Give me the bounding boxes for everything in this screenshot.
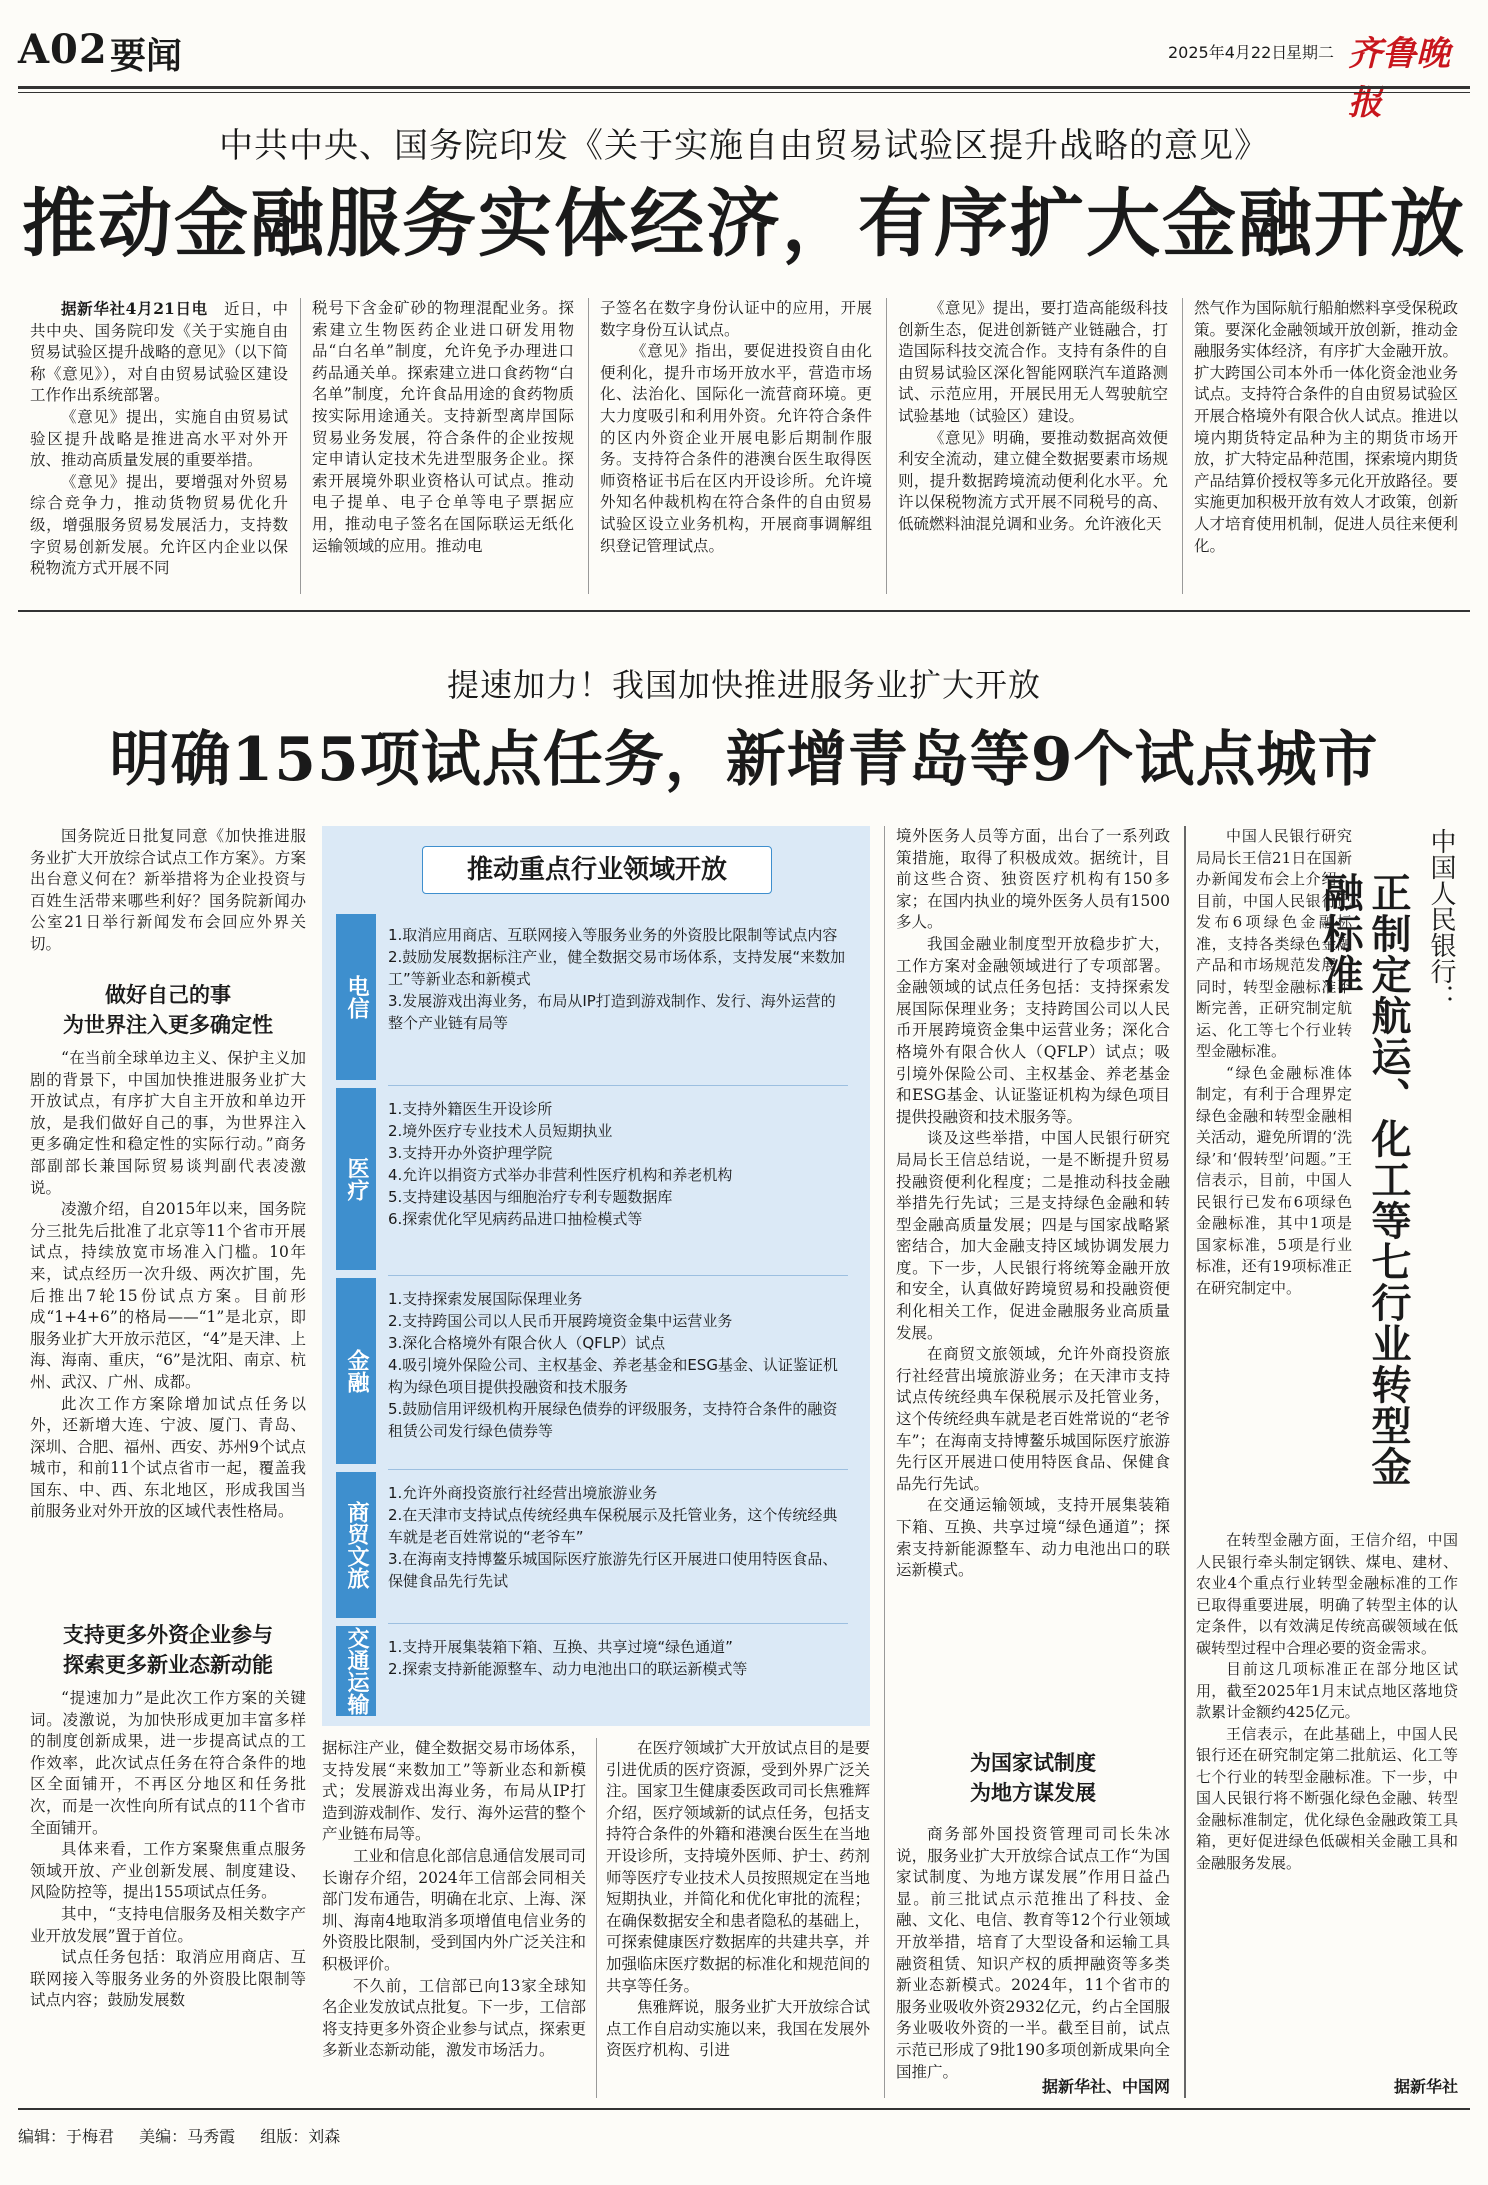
story2-body-6: 商务部外国投资管理司司长朱冰说，服务业扩大开放综合试点工作“为国家试制度、为地方谋发展”作用日益凸显。前三批试点示范推出了科技、金融、文化、电信、教育等12个行业领域开放举措，培育了大型设备和运输工具融资租赁、知识产权的质押融资等多类新业态新模式。2024年，11个省市的服务业吸收外资2932亿元，约占全国服务业吸收外资的一半。截至目前，试点示范已形成了9批190多项创新成果向全国推广。 bbox=[896, 1825, 1170, 2081]
box-item: 3.发展游戏出海业务，布局从IP打造到游戏制作、发行、海外运营的整个产业链有局等 bbox=[388, 992, 836, 1032]
story1-headline: 推动金融服务实体经济，有序扩大金融开放 bbox=[22, 181, 1466, 267]
box-section bbox=[336, 914, 856, 1080]
box-section-items bbox=[388, 1482, 848, 1592]
subhead-2: 支持更多外资企业参与 探索更多新业态新动能 bbox=[63, 1622, 273, 1677]
box-section-items bbox=[388, 924, 848, 1034]
story2-body-1: “在当前全球单边主义、保护主义加剧的背景下，中国加快推进服务业扩大开放试点，有序扩大自主开放和单边开放，是我们做好自己的事，为世界注入更多确定性和稳定性的实际行动。”商务部副部长兼国际贸易谈判副代表凌激说。 凌激介绍，自2015年以来，国务院分三批先后批准了北京等11个省市开展试点，持续放宽市场准入门槛。10年来，试点经历一次升级、两次扩围，先后推出7轮15份试点方案。目前形成“1+4+6”的格局——“1”是北京，即服务业扩大开放示范区，“4”是天津、上海、海南、重庆，“6”是沈阳、南京、杭州、武汉、广州、成都。 此次工作方案除增加试点任务以外，还新增大连、宁波、厦门、青岛、深圳、合肥、福州、西安、苏州9个试点城市，和前11个试点省市一起，覆盖我国东、中、西、东北地区，形成我国当前服务业对外开放的区域代表性格局。 bbox=[30, 1049, 306, 1521]
story3-headline: 正制定航运、化工等七行业转型金融标准 bbox=[1317, 872, 1412, 1487]
box-item: 4.吸引境外保险公司、主权基金、养老基金和ESG基金、认证鉴证机构为绿色项目提供投融资和技术服务 bbox=[388, 1356, 838, 1396]
footer-credits bbox=[18, 2124, 340, 2147]
box-section-label: 金融 bbox=[336, 1278, 376, 1464]
footer-designer: 美编：马秀霞 bbox=[139, 2127, 236, 2146]
box-section bbox=[336, 1278, 856, 1464]
box-item: 1.支持探索发展国际保理业务 bbox=[388, 1290, 583, 1308]
subhead-3: 为国家试制度 为地方谋发展 bbox=[970, 1750, 1096, 1805]
box-item: 3.支持开办外资护理学院 bbox=[388, 1144, 553, 1162]
story2-kicker: 提速加力！我国加快推进服务业扩大开放 bbox=[446, 666, 1041, 704]
story1-kicker: 中共中央、国务院印发《关于实施自由贸易试验区提升战略的意见》 bbox=[219, 126, 1269, 166]
story1-dateline: 据新华社4月21日电 bbox=[61, 299, 208, 318]
page-masthead bbox=[18, 18, 1470, 123]
box-section bbox=[336, 1088, 856, 1270]
story2-lead: 国务院近日批复同意《加快推进服务业扩大开放综合试点工作方案》。方案出台意义何在？新举措将为企业投资与百姓生活带来哪些利好？国务院新闻办公室21日举行新闻发布会回应外界关切。 bbox=[30, 827, 306, 953]
story1-col-2: 税号下含金矿砂的物理混配业务。探索建立生物医药企业进口研发用物品“白名单”制度，允许免予办理进口药品通关单。探索建立进口食药物“白名单”制度，允许食品用途的食药物质按实际用途通关。支持新型离岸国际贸易业务发展，符合条件的企业按规定申请认定技术先进型服务企业。探索开展境外职业资格认可试点。推动电子提单、电子仓单等电子票据应用，推动电子签名在国际联运无纸化运输领域的应用。推动电 bbox=[312, 299, 574, 555]
story3-body-top: 中国人民银行研究局局长王信21日在国新办新闻发布会上介绍，目前，中国人民银行已发布6项绿色金融标准，支持各类绿色金融产品和市场规范发展。同时，转型金融标准不断完善，正研究制定航运、化工等七个行业转型金融标准。 “绿色金融标准体制定，有利于合理界定绿色金融和转型金融相关活动，避免所谓的‘洗绿’和‘假转型’问题。”王信表示，目前，中国人民银行已发布6项绿色金融标准，其中1项是国家标准，5项是行业标准，还有19项标准正在研究制定中。 bbox=[1196, 827, 1352, 1297]
box-section-items bbox=[388, 1288, 848, 1442]
masthead-rule-thin bbox=[18, 92, 1470, 93]
footer-editor: 编辑：于梅君 bbox=[18, 2127, 115, 2146]
box-item: 2.在天津市支持试点传统经典车保税展示及托管业务，这个传统经典车就是老百姓常说的“老爷车” bbox=[388, 1506, 838, 1546]
box-item: 1.允许外商投资旅行社经营出境旅游业务 bbox=[388, 1484, 658, 1502]
story2-body-4: 在医疗领域扩大开放试点目的是要引进优质的医疗资源，受到外界广泛关注。国家卫生健康委医政司司长焦雅辉介绍，医疗领域新的试点任务，包括支持符合条件的外籍和港澳台医生在当地开设诊所，支持境外医师、护士、药剂师等医疗专业技术人员按照规定在当地短期执业，并简化和优化审批的流程；在确保数据安全和患者隐私的基础上，可探索健康医疗数据库的共建共享，并加强临床医疗数据的标准化和规范间的共享等任务。 焦雅辉说，服务业扩大开放综合试点工作自启动实施以来，我国在发展外资医疗机构、引进 bbox=[606, 1739, 870, 2060]
story3-body-bottom: 在转型金融方面，王信介绍，中国人民银行牵头制定钢铁、煤电、建材、农业4个重点行业转型金融标准的工作已取得重要进展，明确了转型主体的认定条件，以有效满足传统高碳领域在低碳转型过程中合理必要的资金需求。 目前这几项标准正在部分地区试用，截至2025年1月末试点地区落地贷款累计金额约425亿元。 王信表示，在此基础上，中国人民银行还在研究制定第二批航运、化工等七个行业的转型金融标准。下一步，中国人民银行将不断强化绿色金融、转型金融标准制定，优化绿色金融政策工具箱，更好促进绿色低碳相关金融工具和金融服务发展。 bbox=[1196, 1531, 1458, 1872]
box-item: 2.境外医疗专业技术人员短期执业 bbox=[388, 1122, 613, 1140]
box-section-label: 交通运输 bbox=[336, 1626, 376, 1716]
box-section bbox=[336, 1472, 856, 1618]
story2-body-5: 境外医务人员等方面，出台了一系列政策措施，取得了积极成效。据统计，目前这些合资、独资医疗机构有150多家；在国内执业的境外医务人员有1500多人。 我国金融业制度型开放稳步扩大，工作方案对金融领域进行了专项部署。金融领域的试点任务包括：支持探索发展国际保理业务；支持跨国公司以人民币开展跨境资金集中运营业务；深化合格境外有限合伙人（QFLP）试点；吸引境外保险公司、主权基金、养老基金和ESG基金、认证鉴证机构为绿色项目提供投融资和技术服务等。 谈及这些举措，中国人民银行研究局局长王信总结说，一是不断提升贸易投融资便利化程度；二是推动科技金融举措先行先试；三是支持绿色金融和转型金融高质量发展；四是与国家战略紧密结合，加大金融支持区域协调发展力度。下一步，人民银行将统筹金融开放和安全，认真做好跨境贸易和投融资便利化相关工作，促进金融服务业高质量发展。 在商贸文旅领域，允许外商投资旅行社经营出境旅游业务；在天津市支持试点传统经典车保税展示及托管业务，这个传统经典车就是老百姓常说的“老爷车”；在海南支持博鳌乐城国际医疗旅游先行区开展进口使用特医食品、保健食品先行先试。 在交通运输领域，支持开展集装箱下箱、互换、共享过境“绿色通道”；探索支持新能源整车、动力电池出口的联运新模式。 bbox=[896, 827, 1170, 1580]
box-item: 1.支持开展集装箱下箱、互换、共享过境“绿色通道” bbox=[388, 1638, 733, 1656]
issue-date: 2025年4月22日 bbox=[1168, 43, 1288, 62]
story3-kicker: 中国人民银行： bbox=[1426, 828, 1456, 1010]
info-box-title: 推动重点行业领域开放 bbox=[466, 855, 727, 885]
story3-credit: 据新华社 bbox=[1393, 2077, 1458, 2096]
story1-col-1: 据新华社4月21日电 近日，中共中央、国务院印发《关于实施自由贸易试验区提升战略的意见》（以下简称《意见》），对自由贸易试验区建设工作作出系统部署。 《意见》提出，实施自由贸易试验区提升战略是推进高水平对外开放、推动高质量发展的重要举措。 《意见》提出，要增强对外贸易综合竞争力，推动货物贸易优化升级，增强服务贸易发展活力，支持数字贸易创新发展。允许区内企业以保税物流方式开展不同 bbox=[30, 299, 288, 578]
masthead-rule bbox=[18, 86, 1470, 89]
box-item: 1.取消应用商店、互联网接入等服务业务的外资股比限制等试点内容 bbox=[388, 926, 838, 944]
box-item: 3.在海南支持博鳌乐城国际医疗旅游先行区开展进口使用特医食品、保健食品先行先试 bbox=[388, 1550, 838, 1590]
story1-col-5: 然气作为国际航行船舶燃料享受保税政策。要深化金融领域开放创新，推动金融服务实体经济，有序扩大金融开放。扩大跨国公司本外币一体化资金池业务试点。支持符合条件的自由贸易试验区开展合格境外有限合伙人试点。推进以境内期货特定品种为主的期货市场开放，扩大特定品种范围，探索境内期货产品结算价授权等多元化开放路径。要实施更加积极开放有效人才政策，创新人才培育使用机制，促进人员往来便利化。 bbox=[1194, 299, 1458, 555]
story2-headline: 明确155项试点任务，新增青岛等9个试点城市 bbox=[109, 725, 1379, 795]
subhead-1: 做好自己的事 为世界注入更多确定性 bbox=[63, 982, 273, 1037]
footer-rule bbox=[18, 2108, 1470, 2110]
page-number: A02 bbox=[18, 26, 108, 73]
box-item: 3.深化合格境外有限合伙人（QFLP）试点 bbox=[388, 1334, 666, 1352]
box-section-items bbox=[388, 1636, 848, 1680]
box-section-rule bbox=[388, 1469, 848, 1470]
box-item: 5.支持建设基因与细胞治疗专利专题数据库 bbox=[388, 1188, 673, 1206]
box-item: 2.鼓励发展数据标注产业，健全数据交易市场体系，支持发展“来数加工”等新业态和新模式 bbox=[388, 948, 846, 988]
story1-col-3: 子签名在数字身份认证中的应用，开展数字身份互认试点。 《意见》指出，要促进投资自由化便利化，提升市场开放水平，营造市场化、法治化、国际化一流营商环境。更大力度吸引和利用外资。允许符合条件的区内外资企业开展电影后期制作服务。支持符合条件的港澳台医生取得医师资格证书后在区内开设诊所。允许境外知名仲裁机构在符合条件的自由贸易试验区设立业务机构，开展商事调解组织登记管理试点。 bbox=[600, 299, 872, 555]
box-section-label: 医疗 bbox=[336, 1088, 376, 1270]
story-divider bbox=[18, 610, 1470, 612]
info-box bbox=[322, 826, 870, 1726]
box-item: 6.探索优化罕见病药品进口抽检模式等 bbox=[388, 1210, 643, 1228]
story1-col-4: 《意见》提出，要打造高能级科技创新生态，促进创新链产业链融合，打造国际科技交流合作。支持有条件的自由贸易试验区深化智能网联汽车道路测试、示范应用，开展民用无人驾驶航空试验基地（试验区）建设。 《意见》明确，要推动数据高效便利安全流动，建立健全数据要素市场规则，提升数据跨境流动便利化水平。允许以保税物流方式开展不同税号的高、低硫燃料油混兑调和业务。允许液化天 bbox=[898, 299, 1168, 533]
box-item: 2.探索支持新能源整车、动力电池出口的联运新模式等 bbox=[388, 1660, 748, 1678]
section-name: 要闻 bbox=[110, 35, 183, 77]
box-item: 5.鼓励信用评级机构开展绿色债券的评级服务，支持符合条件的融资租赁公司发行绿色债券等 bbox=[388, 1400, 838, 1440]
box-section-items bbox=[388, 1098, 848, 1230]
story2-credit: 据新华社、中国网 bbox=[1041, 2077, 1170, 2096]
info-box-title-banner bbox=[422, 846, 772, 894]
box-section-rule bbox=[388, 1623, 848, 1624]
paper-logo: 齐鲁晚报 bbox=[1348, 34, 1450, 123]
box-section-label: 商贸文旅 bbox=[336, 1472, 376, 1618]
box-item: 2.支持跨国公司以人民币开展跨境资金集中运营业务 bbox=[388, 1312, 733, 1330]
story2-body-2: “提速加力”是此次工作方案的关键词。凌激说，为加快形成更加丰富多样的制度创新成果，进一步提高试点的工作效率，此次试点任务在符合条件的地区全面铺开，不再区分地区和任务批次，而是一次性向所有试点的11个省市全面铺开。 具体来看，工作方案聚焦重点服务领域开放、产业创新发展、制度建设、风险防控等，提出155项试点任务。 其中，“支持电信服务及相关数字产业开放发展”置于首位。 试点任务包括：取消应用商店、互联网接入等服务业务的外资股比限制等试点内容；鼓励发展数 bbox=[30, 1689, 306, 2010]
story2-body-3: 据标注产业，健全数据交易市场体系，支持发展“来数加工”等新业态和新模式；发展游戏出海业务，布局从IP打造到游戏制作、发行、海外运营的整个产业链布局等。 工业和信息化部信息通信发展司司长谢存介绍，2024年工信部会同相关部门发布通告，明确在北京、上海、深圳、海南4地取消多项增值电信业务的外资股比限制，受到国内外广泛关注和积极评价。 不久前，工信部已向13家全球知名企业发放试点批复。下一步，工信部将支持更多外资企业参与试点，探索更多新业态新动能，激发市场活力。 bbox=[322, 1739, 586, 2060]
box-item: 4.允许以捐资方式举办非营利性医疗机构和养老机构 bbox=[388, 1166, 733, 1184]
box-item: 1.支持外籍医生开设诊所 bbox=[388, 1100, 553, 1118]
box-section bbox=[336, 1626, 856, 1716]
issue-weekday: 星期二 bbox=[1286, 43, 1335, 62]
box-section-label: 电信 bbox=[336, 914, 376, 1080]
box-section-rule bbox=[388, 1085, 848, 1086]
footer-proof: 组版：刘森 bbox=[260, 2127, 341, 2146]
box-section-rule bbox=[388, 1275, 848, 1276]
